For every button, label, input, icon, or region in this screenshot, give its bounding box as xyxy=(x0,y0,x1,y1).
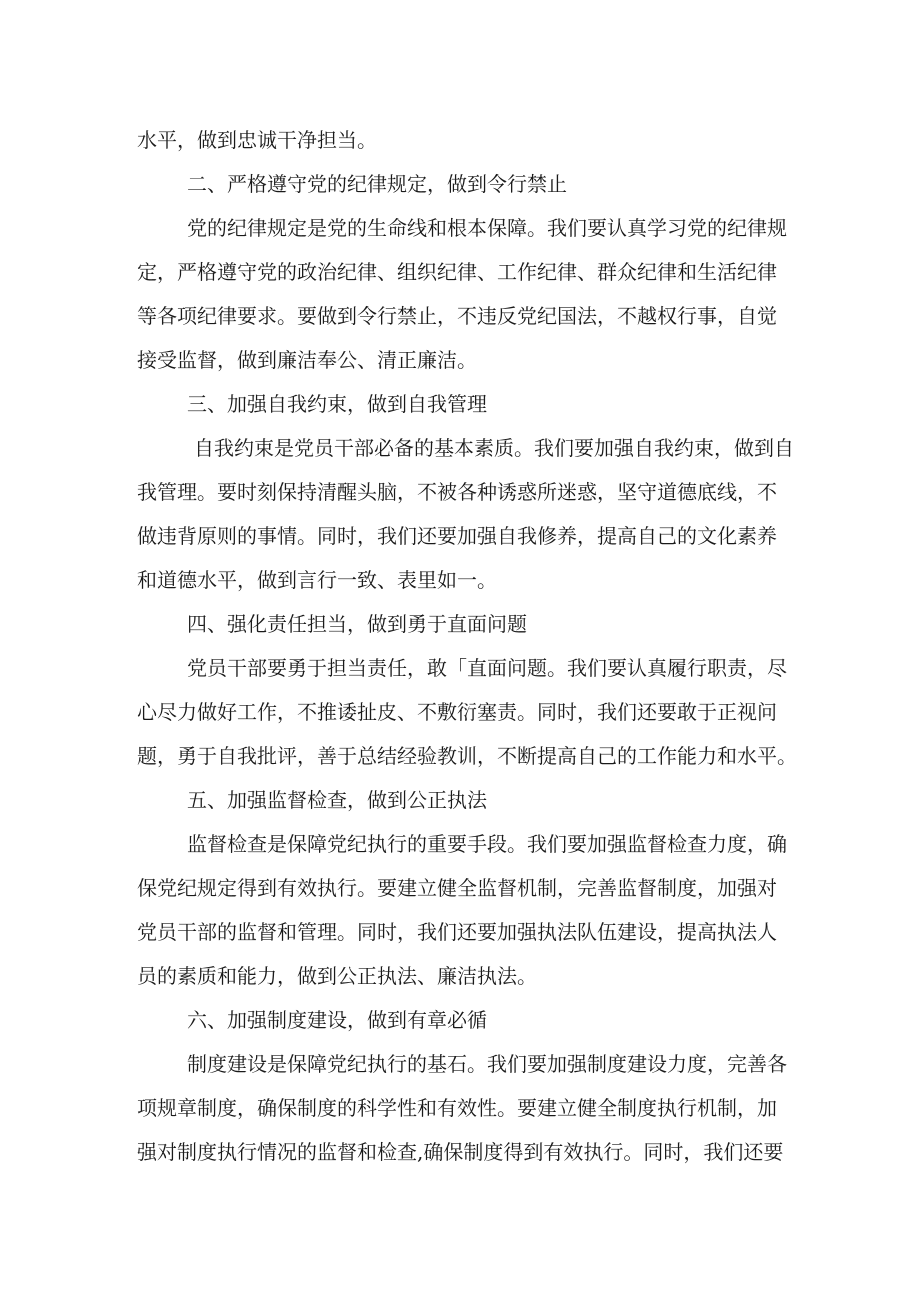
text-line: 党员干部的监督和管理。同时，我们还要加强执法队伍建设，提高执法人 xyxy=(137,920,777,944)
section-heading: 六、加强制度建设，做到有章必循 xyxy=(187,1008,487,1032)
text-line: 题，勇于自我批评，善于总结经验教训，不断提高自己的工作能力和水平。 xyxy=(137,744,797,768)
text-line: 党的纪律规定是党的生命线和根本保障。我们要认真学习党的纪律规 xyxy=(187,216,787,240)
text-line: 保党纪规定得到有效执行。要建立健全监督机制，完善监督制度，加强对 xyxy=(137,876,777,900)
section-heading: 五、加强监督检查，做到公正执法 xyxy=(187,788,487,812)
text-line: 强对制度执行情况的监督和检查,确保制度得到有效执行。同时，我们还要 xyxy=(137,1140,784,1164)
text-line: 和道德水平，做到言行一致、表里如一。 xyxy=(137,568,497,592)
section-heading: 二、严格遵守党的纪律规定，做到令行禁止 xyxy=(187,172,567,196)
text-line: 定，严格遵守党的政治纪律、组织纪律、工作纪律、群众纪律和生活纪律 xyxy=(137,260,777,284)
text-line: 党员干部要勇于担当责任，敢「直面问题。我们要认真履行职责，尽 xyxy=(187,656,787,680)
text-line: 我管理。要时刻保持清醒头脑，不被各种诱惑所迷惑，坚守道德底线，不 xyxy=(137,480,777,504)
text-line: 项规章制度，确保制度的科学性和有效性。要建立健全制度执行机制，加 xyxy=(137,1096,777,1120)
text-line: 接受监督，做到廉洁奉公、清正廉洁。 xyxy=(137,348,477,372)
text-line: 等各项纪律要求。要做到令行禁止，不违反党纪国法，不越权行事，自觉 xyxy=(137,304,777,328)
text-line: 自我约束是党员干部必备的基本素质。我们要加强自我约束，做到自 xyxy=(194,436,794,460)
text-line: 做违背原则的事情。同时，我们还要加强自我修养，提高自己的文化素养 xyxy=(137,524,777,548)
text-line: 水平，做到忠诚干净担当。 xyxy=(137,128,377,152)
text-line: 心尽力做好工作，不推诿扯皮、不敷衍塞责。同时，我们还要敢于正视问 xyxy=(137,700,777,724)
text-line: 监督检查是保障党纪执行的重要手段。我们要加强监督检查力度，确 xyxy=(187,832,787,856)
text-line: 制度建设是保障党纪执行的基石。我们要加强制度建设力度，完善各 xyxy=(187,1052,787,1076)
section-heading: 四、强化责任担当，做到勇于直面问题 xyxy=(187,612,527,636)
section-heading: 三、加强自我约束，做到自我管理 xyxy=(187,392,487,416)
text-line: 员的素质和能力，做到公正执法、廉洁执法。 xyxy=(137,964,537,988)
